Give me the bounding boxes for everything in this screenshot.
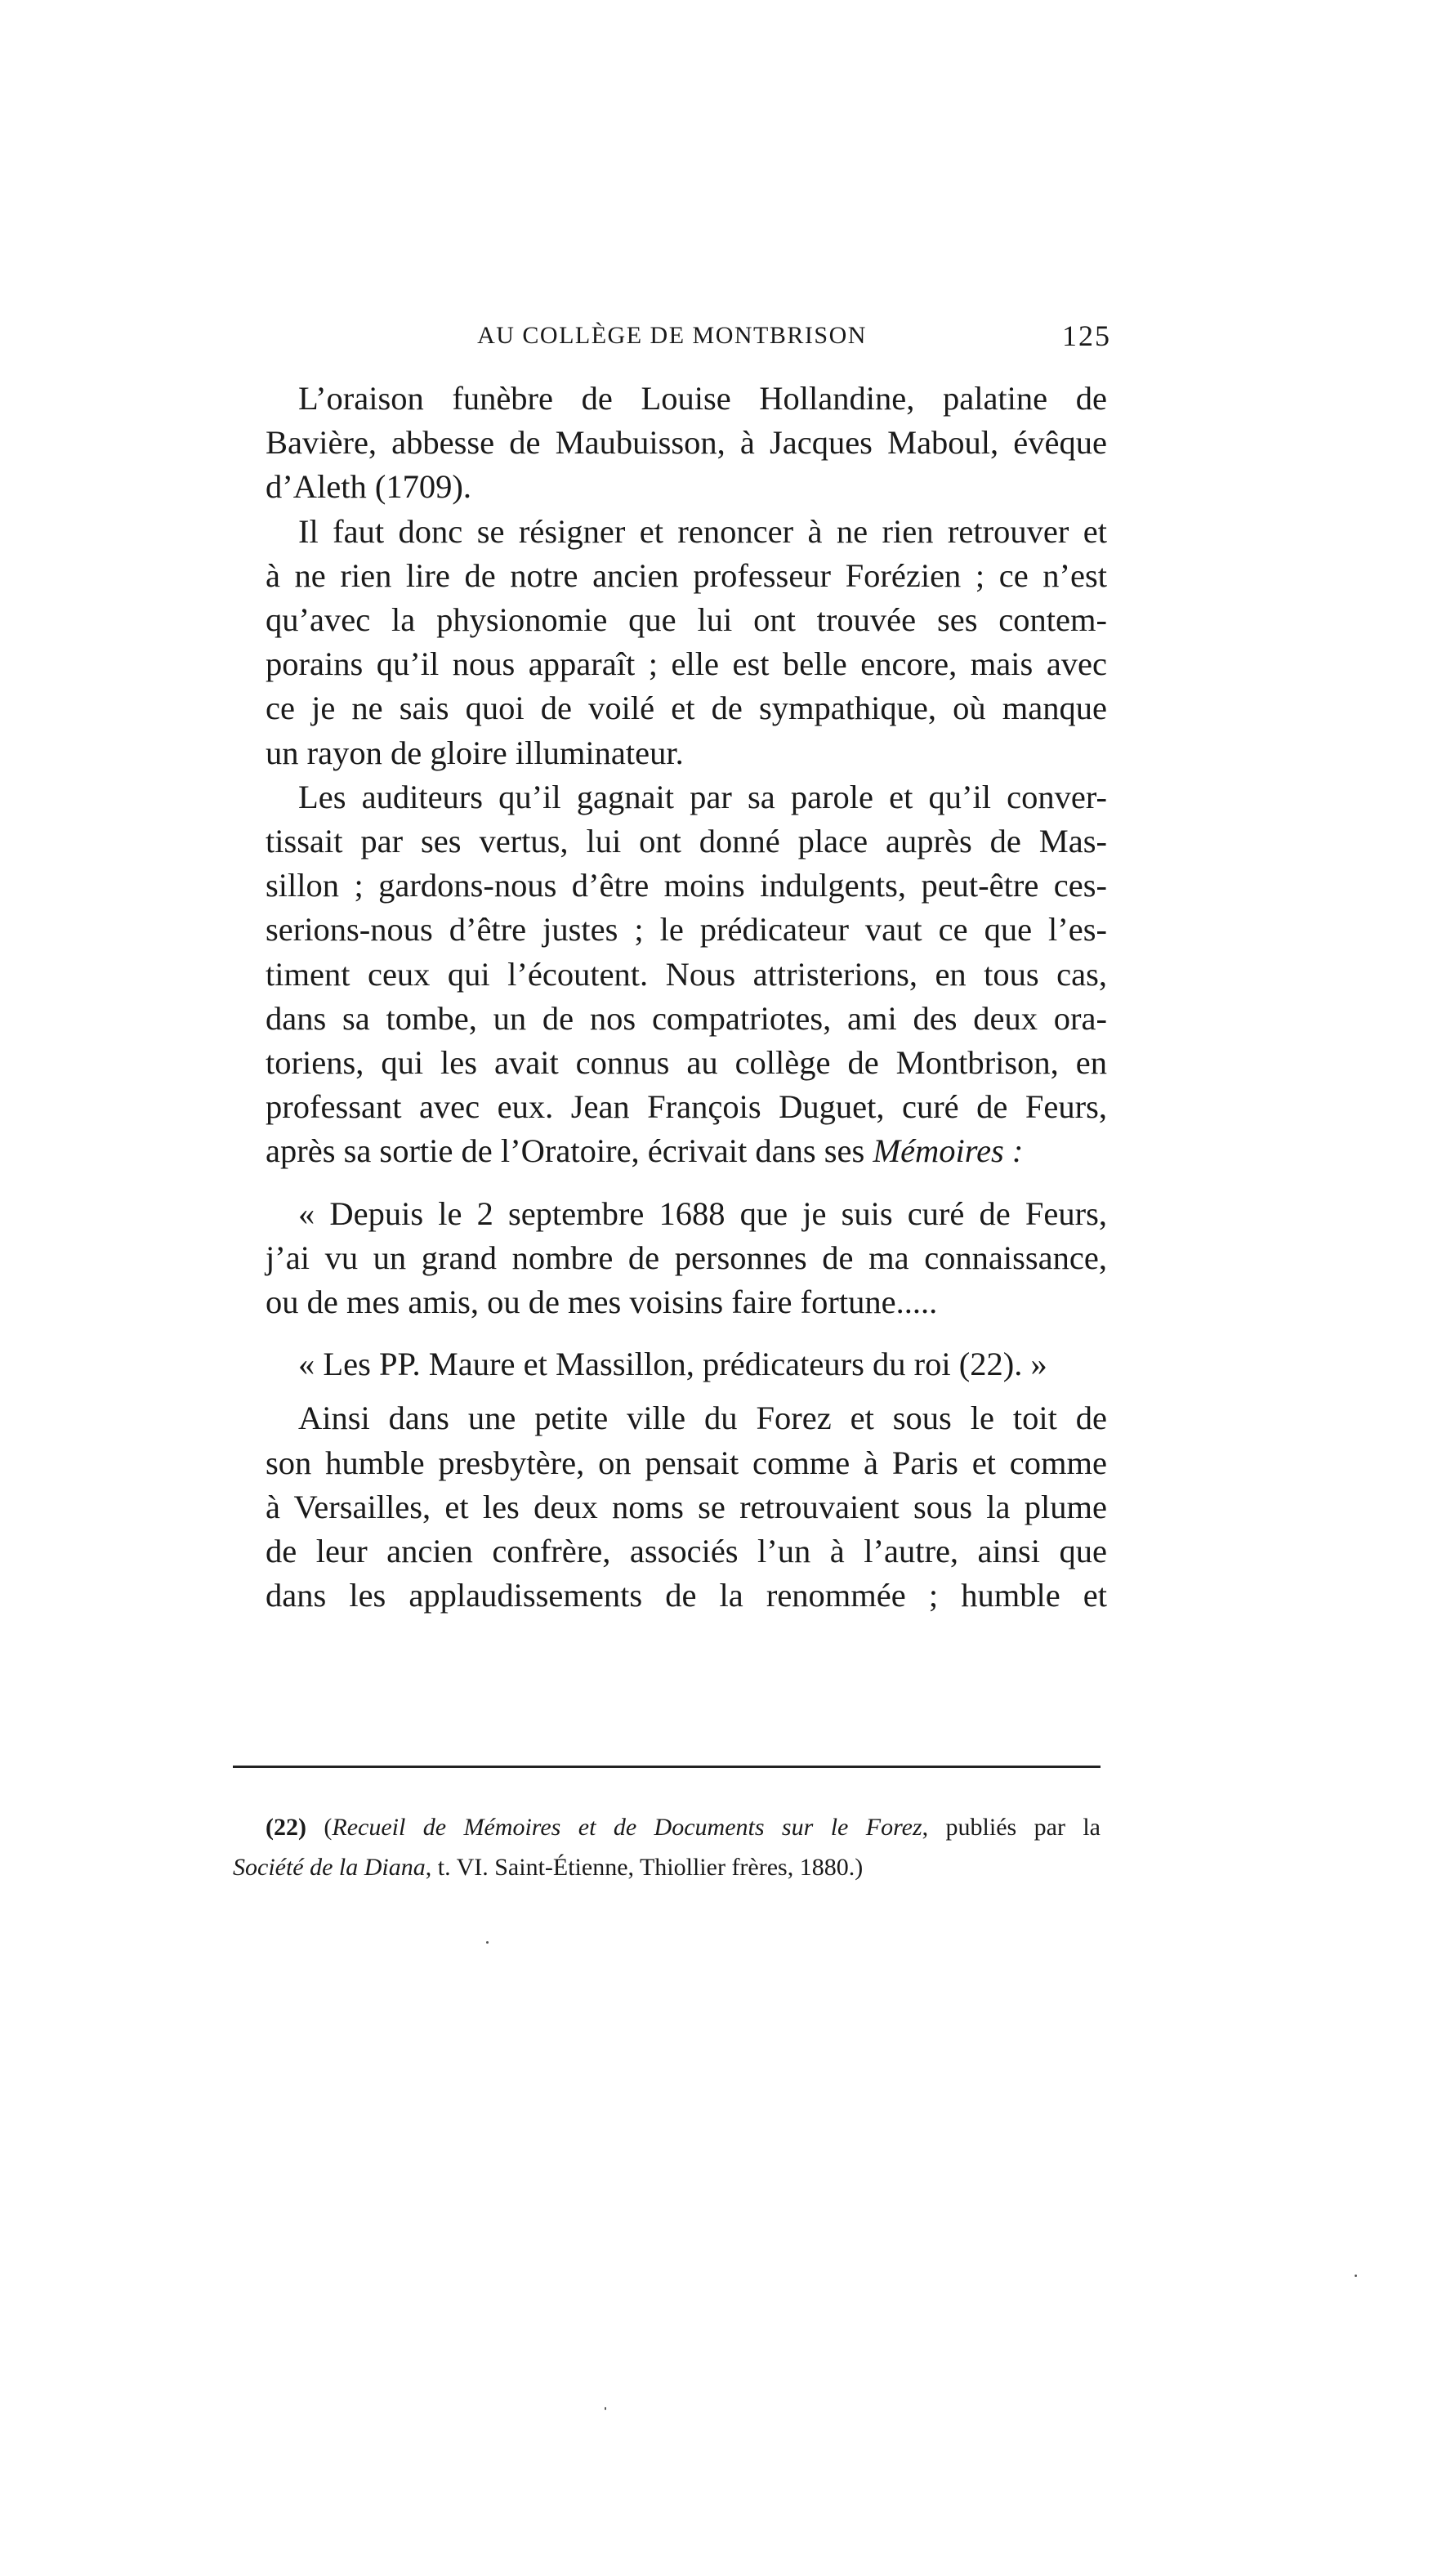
text-line: j’ai vu un grand nombre de personnes de ma connaissance, xyxy=(266,1239,1107,1276)
text-line: sillon ; gardons-nous d’être moins indulgents, peut-être ces- xyxy=(266,867,1107,904)
text-line: L’oraison funèbre de Louise Hollandine, palatine de xyxy=(298,380,1107,417)
text-line: d’Aleth (1709). xyxy=(266,468,471,506)
paragraph-4 xyxy=(233,1396,1107,1618)
paragraph-2 xyxy=(233,510,1107,775)
scan-speck xyxy=(486,1941,489,1944)
footnote-22-line-1 xyxy=(233,1807,1101,1847)
text-line xyxy=(233,1129,1107,1173)
page-number: 125 xyxy=(1062,319,1111,352)
scan-speck xyxy=(605,2407,606,2410)
text-line: porains qu’il nous apparaît ; elle est belle encore, mais avec xyxy=(266,645,1107,683)
scan-speck xyxy=(1355,2275,1357,2277)
footnote-divider xyxy=(233,1766,1101,1768)
quotation-1 xyxy=(233,1192,1107,1325)
body-text xyxy=(233,377,1107,1618)
paragraph-3 xyxy=(233,775,1107,1174)
footnote-publisher: Société de la Diana xyxy=(233,1854,426,1881)
text-line: à ne rien lire de notre ancien professeur Forézien ; ce n’est xyxy=(266,556,1107,594)
text-line: Ainsi dans une petite ville du Forez et sous le toit de xyxy=(298,1400,1107,1437)
footnote-text: , publiés par la xyxy=(922,1814,1101,1841)
text-line: dans sa tombe, un de nos compatriotes, ami des deux ora- xyxy=(266,999,1107,1037)
footnote-paren: ( xyxy=(324,1814,333,1841)
running-header xyxy=(233,317,1111,355)
text-line: ou de mes amis, ou de mes voisins faire fortune..... xyxy=(266,1284,938,1321)
text-line: « Depuis le 2 septembre 1688 que je suis curé de Feurs, xyxy=(298,1194,1107,1232)
text-line: qu’avec la physionomie que lui ont trouvée ses contem- xyxy=(266,601,1107,639)
footnote-marker: (22) xyxy=(266,1814,306,1841)
quotation-2 xyxy=(233,1342,1107,1386)
text-line: un rayon de gloire illuminateur. xyxy=(266,734,684,771)
footnote-title: Recueil de Mémoires et de Documents sur le Forez xyxy=(332,1814,922,1841)
running-title: AU COLLÈGE DE MONTBRISON xyxy=(477,322,867,349)
text-line: Il faut donc se résigner et renoncer à ne rien retrouver et xyxy=(298,512,1107,550)
text-line: « Les PP. Maure et Massillon, prédicateurs du roi (22). » xyxy=(298,1346,1047,1383)
text-line: de leur ancien confrère, associés l’un à l’autre, ainsi que xyxy=(266,1533,1107,1570)
text-line: dans les applaudissements de la renommée ; humble et xyxy=(266,1577,1107,1614)
text-line: toriens, qui les avait connus au collège de Montbrison, en xyxy=(266,1044,1107,1082)
footnote-22-line-2 xyxy=(233,1847,1101,1887)
paragraph-1 xyxy=(233,377,1107,510)
text-line: à Versailles, et les deux noms se retrouvaient sous la plume xyxy=(266,1488,1107,1525)
text-line: ce je ne sais quoi de voilé et de sympathique, où manque xyxy=(266,690,1107,727)
text-line: serions-nous d’être justes ; le prédicateur vaut ce que l’es- xyxy=(266,911,1107,949)
italic-title-memoires: Mémoires : xyxy=(873,1132,1024,1170)
text-line: timent ceux qui l’écoutent. Nous attristerions, en tous cas, xyxy=(266,955,1107,993)
text-line: professant avec eux. Jean François Duguet, curé de Feurs, xyxy=(266,1088,1107,1126)
text-line: tissait par ses vertus, lui ont donné place auprès de Mas- xyxy=(266,823,1107,860)
text-line: Bavière, abbesse de Maubuisson, à Jacques Maboul, évêque xyxy=(266,424,1107,462)
footnote-text: , t. VI. Saint-Étienne, Thiollier frères, 1880.) xyxy=(425,1854,864,1881)
text-fragment: après sa sortie de l’Oratoire, écrivait dans ses xyxy=(266,1132,873,1170)
text-line: son humble presbytère, on pensait comme à Paris et comme xyxy=(266,1444,1107,1481)
text-line: Les auditeurs qu’il gagnait par sa parole et qu’il conver- xyxy=(298,778,1107,815)
footnotes xyxy=(233,1807,1101,1887)
